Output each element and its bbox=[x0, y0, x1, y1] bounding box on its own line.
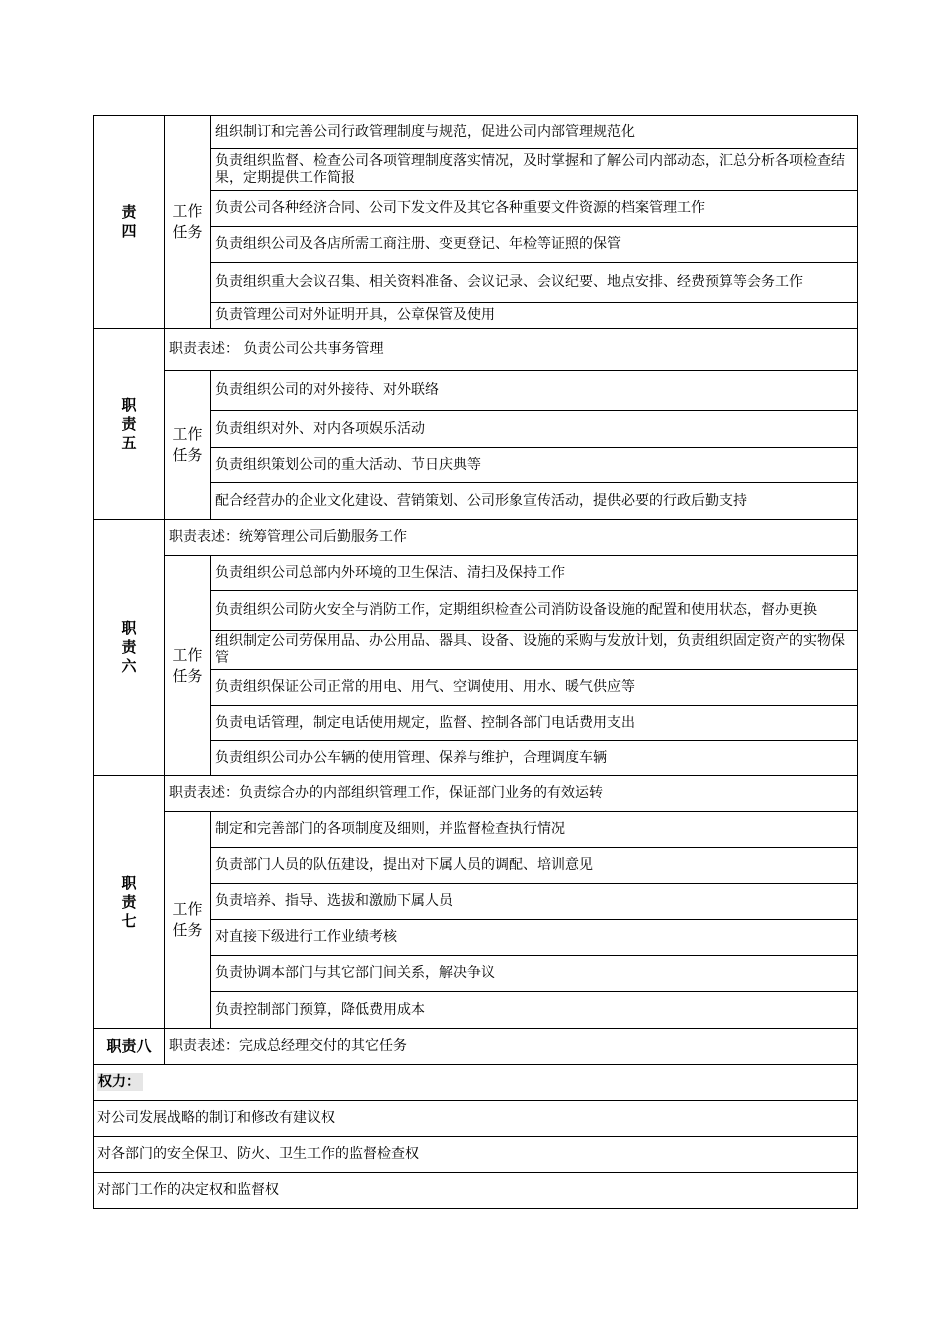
duty7-task-label: 工作任务 bbox=[165, 812, 211, 1029]
duty4-task: 组织制订和完善公司行政管理制度与规范，促进公司内部管理规范化 bbox=[211, 116, 858, 149]
duty7-row bbox=[94, 776, 858, 812]
duty6-task: 负责组织公司防火安全与消防工作，定期组织检查公司消防设备设施的配置和使用状态，督办更换 bbox=[211, 591, 858, 631]
duty6-task: 负责电话管理，制定电话使用规定，监督、控制各部门电话费用支出 bbox=[211, 706, 858, 741]
duty4-task: 负责管理公司对外证明开具，公章保管及使用 bbox=[211, 303, 858, 329]
duty5-statement: 职责表述： 负责公司公共事务管理 bbox=[165, 329, 858, 371]
duty4-task: 负责组织监督、检查公司各项管理制度落实情况，及时掌握和了解公司内部动态，汇总分析各项检查结果，定期提供工作简报 bbox=[211, 149, 858, 191]
duty8-row bbox=[94, 1029, 858, 1065]
duty4-task: 负责组织重大会议召集、相关资料准备、会议记录、会议纪要、地点安排、经费预算等会务工作 bbox=[211, 263, 858, 303]
duty6-task: 负责组织保证公司正常的用电、用气、空调使用、用水、暖气供应等 bbox=[211, 670, 858, 706]
duty7-statement: 职责表述：负责综合办的内部组织管理工作，保证部门业务的有效运转 bbox=[165, 776, 858, 812]
duty7-task: 负责培养、指导、选拔和激励下属人员 bbox=[211, 884, 858, 920]
duty5-label: 职责五 bbox=[94, 329, 165, 520]
duty5-task: 配合经营办的企业文化建设、营销策划、公司形象宣传活动，提供必要的行政后勤支持 bbox=[211, 483, 858, 520]
duty7-task: 制定和完善部门的各项制度及细则，并监督检查执行情况 bbox=[211, 812, 858, 848]
duty7-task: 负责控制部门预算，降低费用成本 bbox=[211, 992, 858, 1029]
power-item: 对部门工作的决定权和监督权 bbox=[94, 1173, 858, 1209]
duty6-task: 组织制定公司劳保用品、办公用品、器具、设备、设施的采购与发放计划，负责组织固定资产的实物保管 bbox=[211, 631, 858, 670]
power-label: 权力： bbox=[97, 1073, 143, 1091]
power-item: 对公司发展战略的制订和修改有建议权 bbox=[94, 1101, 858, 1137]
duty6-task: 负责组织公司总部内外环境的卫生保洁、清扫及保持工作 bbox=[211, 556, 858, 591]
duty4-task: 负责组织公司及各店所需工商注册、变更登记、年检等证照的保管 bbox=[211, 227, 858, 263]
duty7-task: 负责部门人员的队伍建设，提出对下属人员的调配、培训意见 bbox=[211, 848, 858, 884]
duty5-task: 负责组织策划公司的重大活动、节日庆典等 bbox=[211, 448, 858, 483]
duty8-label: 职责八 bbox=[94, 1029, 165, 1065]
duty7-task: 对直接下级进行工作业绩考核 bbox=[211, 920, 858, 956]
duty5-task: 负责组织公司的对外接待、对外联络 bbox=[211, 371, 858, 411]
duty7-task: 负责协调本部门与其它部门间关系，解决争议 bbox=[211, 956, 858, 992]
duty5-task-label: 工作任务 bbox=[165, 371, 211, 520]
duty6-task: 负责组织公司办公车辆的使用管理、保养与维护，合理调度车辆 bbox=[211, 741, 858, 776]
responsibility-table bbox=[93, 115, 858, 1209]
duty6-row bbox=[94, 520, 858, 556]
power-header bbox=[94, 1065, 858, 1101]
duty4-label: 责四 bbox=[94, 116, 165, 329]
duty6-task-label: 工作任务 bbox=[165, 556, 211, 776]
duty6-statement: 职责表述：统筹管理公司后勤服务工作 bbox=[165, 520, 858, 556]
duty4-task-label: 工作任务 bbox=[165, 116, 211, 329]
duty6-label: 职责六 bbox=[94, 520, 165, 776]
duty5-row bbox=[94, 329, 858, 371]
duty5-task: 负责组织对外、对内各项娱乐活动 bbox=[211, 411, 858, 448]
duty8-statement: 职责表述：完成总经理交付的其它任务 bbox=[165, 1029, 858, 1065]
duty7-label: 职责七 bbox=[94, 776, 165, 1029]
duty4-row bbox=[94, 116, 858, 149]
power-item: 对各部门的安全保卫、防火、卫生工作的监督检查权 bbox=[94, 1137, 858, 1173]
power-header-row bbox=[94, 1065, 858, 1101]
duty4-task: 负责公司各种经济合同、公司下发文件及其它各种重要文件资源的档案管理工作 bbox=[211, 191, 858, 227]
